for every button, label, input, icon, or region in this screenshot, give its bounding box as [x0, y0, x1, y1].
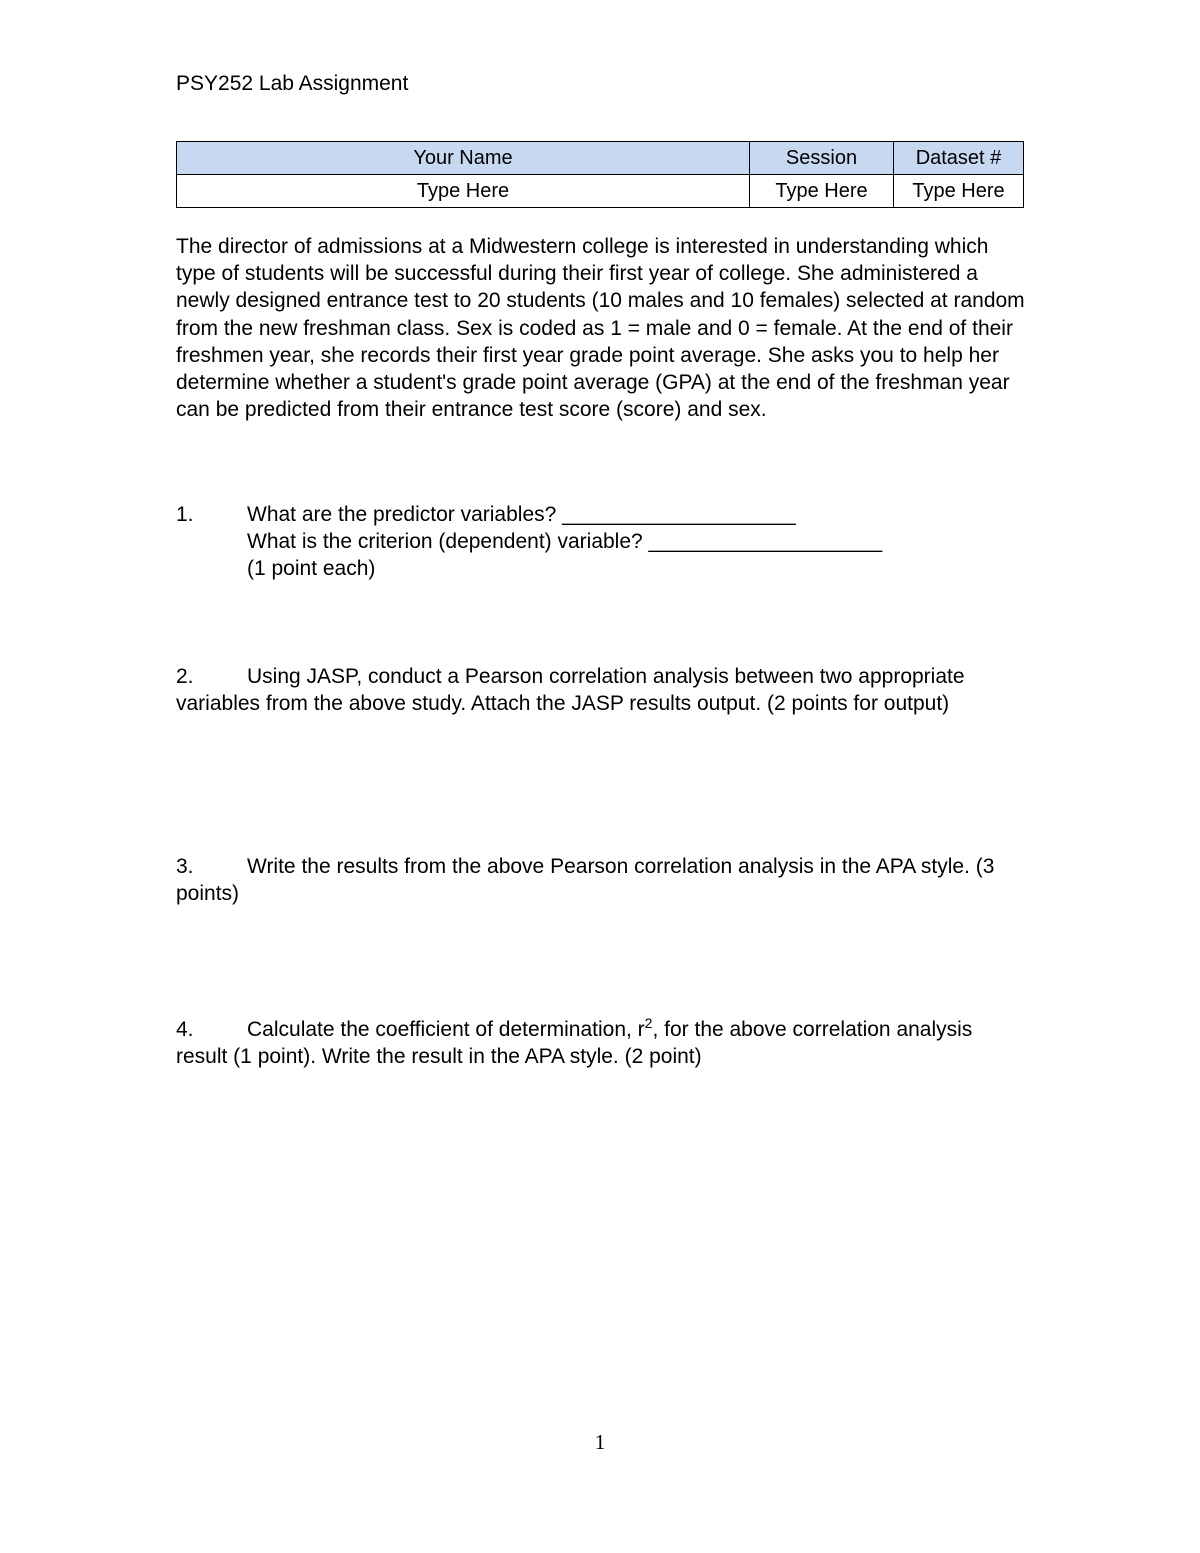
question-4 [176, 1016, 1016, 1070]
predictor-question: What are the predictor variables? ____________________ [247, 503, 796, 526]
dataset-header: Dataset # [894, 142, 1024, 175]
page-number: 1 [594, 1430, 606, 1454]
session-field[interactable]: Type Here [750, 175, 894, 208]
question-number: 3. [176, 855, 194, 878]
superscript-two: 2 [644, 1015, 653, 1031]
question-text-end: , for the above correlation analysis result (1 point). Write the result in the APA style. (2 point) [176, 1018, 973, 1069]
session-header: Session [750, 142, 894, 175]
question-text: Using JASP, conduct a Pearson correlation analysis between two appropriate variables from the above study. Attach the JASP results output. (2 points for output) [176, 665, 965, 716]
your-name-field[interactable]: Type Here [177, 175, 750, 208]
question-text: Write the results from the above Pearson correlation analysis in the APA style. (3 points) [176, 855, 995, 906]
question-1 [176, 501, 1016, 583]
points-note: (1 point each) [247, 557, 376, 581]
question-2 [176, 663, 1016, 717]
criterion-question: What is the criterion (dependent) variable? ____________________ [247, 530, 883, 554]
table-row [177, 175, 1024, 208]
question-number: 4. [176, 1018, 194, 1041]
question-3 [176, 853, 1016, 907]
intro-paragraph: The director of admissions at a Midwestern college is interested in understanding which type of students will be successful during their first year of college. She administered a newly designed entrance test to 20 students (10 males and 10 females) selected at random from the new freshman class. Sex is coded as 1 = male and 0 = female. At the end of their freshmen year, she records their first year grade point average. She asks you to help her determine whether a student's grade point average (GPA) at the end of the freshman year can be predicted from their entrance test score (score) and sex. [176, 235, 1025, 422]
question-number: 1. [176, 503, 194, 526]
student-info-table [176, 141, 1024, 208]
page-title: PSY252 Lab Assignment [176, 72, 409, 95]
question-number: 2. [176, 665, 194, 688]
question-text-start: Calculate the coefficient of determination, r [247, 1018, 645, 1041]
table-header-row [177, 142, 1024, 175]
your-name-header: Your Name [177, 142, 750, 175]
dataset-field[interactable]: Type Here [894, 175, 1024, 208]
